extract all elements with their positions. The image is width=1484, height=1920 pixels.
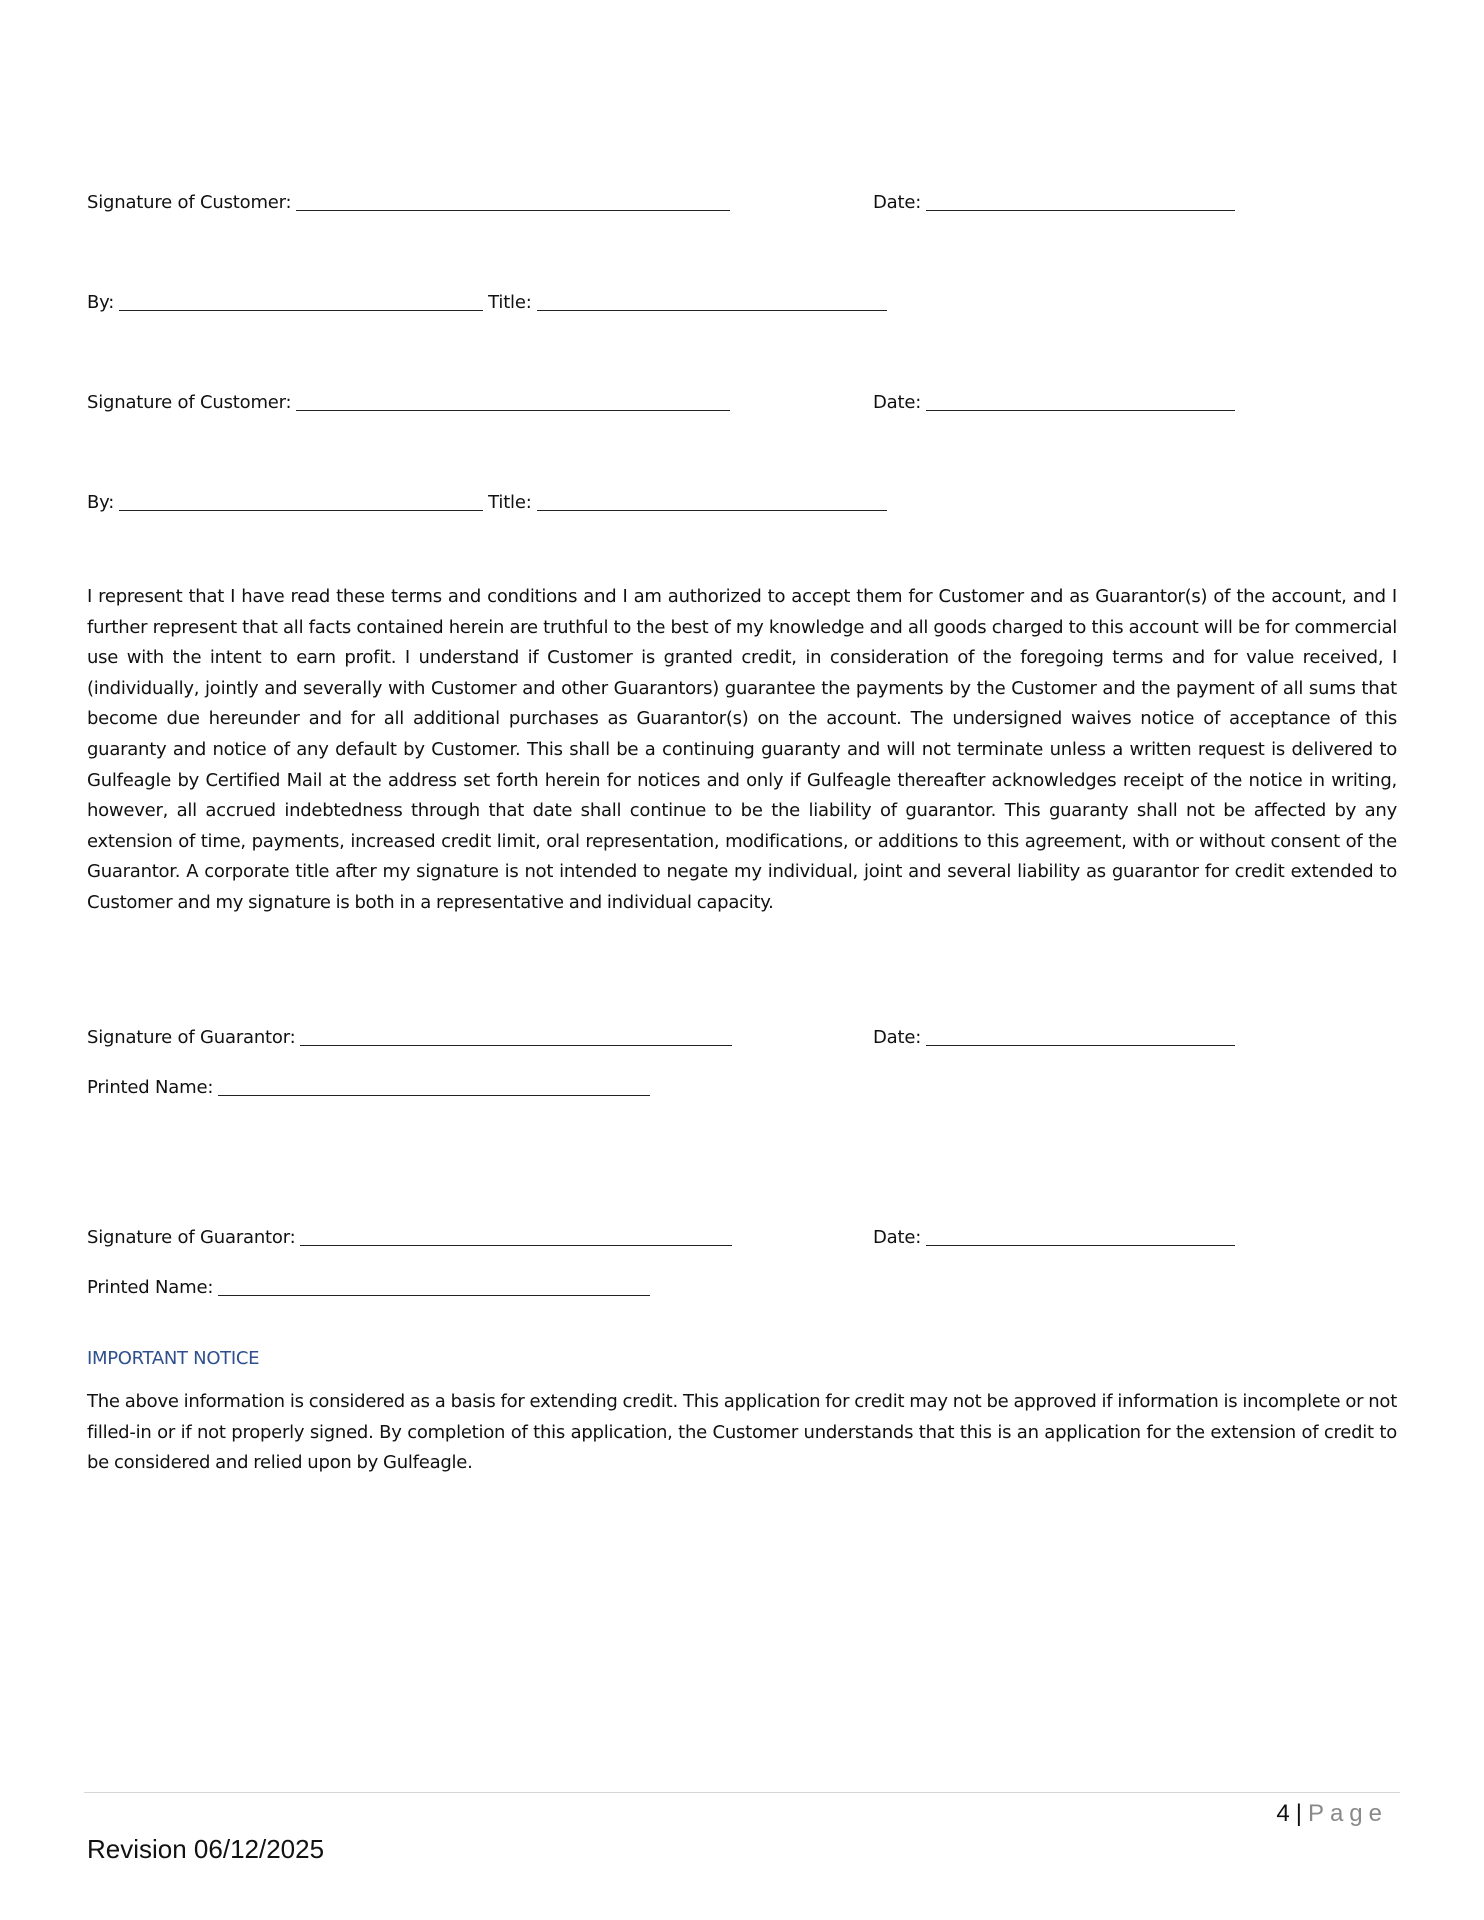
customer-date-label: Date: <box>873 392 922 413</box>
guarantor-date-label: Date: <box>873 1227 922 1248</box>
customer-date-row-2 <box>873 388 1235 414</box>
guarantor-date-field[interactable] <box>926 1029 1235 1046</box>
important-notice-heading: IMPORTANT NOTICE <box>87 1348 260 1369</box>
title-label: Title: <box>488 292 532 313</box>
guarantor-date-row-1 <box>873 1023 1235 1049</box>
guarantor-signature-label: Signature of Guarantor: <box>87 1227 296 1248</box>
title-label: Title: <box>488 492 532 513</box>
by-label: By: <box>87 292 115 313</box>
page-number-separator: | <box>1295 1800 1302 1827</box>
guarantor-signature-label: Signature of Guarantor: <box>87 1027 296 1048</box>
customer-date-label: Date: <box>873 192 922 213</box>
by-label: By: <box>87 492 115 513</box>
guarantor-printed-name-row-1 <box>87 1073 650 1099</box>
customer-signature-row-1 <box>87 188 730 214</box>
guaranty-paragraph: I represent that I have read these terms and conditions and I am authorized to accept them for Customer and as Guarantor(s) of the account, and I further represent that all facts contained herein are truthful to the best of my knowledge and all goods charged to this account will be for commercial use with the intent to earn profit. I understand if Customer is granted credit, in consideration of the foregoing terms and for value received, I (individually, jointly and severally with Customer and other Guarantors) guarantee the payments by the Customer and the payment of all sums that become due hereunder and for all additional purchases as Guarantor(s) on the account. The undersigned waives notice of acceptance of this guaranty and notice of any default by Customer. This shall be a continuing guaranty and will not terminate unless a written request is delivered to Gulfeagle by Certified Mail at the address set forth herein for notices and only if Gulfeagle thereafter acknowledges receipt of the notice in writing, however, all accrued indebtedness through that date shall continue to be the liability of guarantor. This guaranty shall not be affected by any extension of time, payments, increased credit limit, oral representation, modifications, or additions to this agreement, with or without consent of the Guarantor. A corporate title after my signature is not intended to negate my individual, joint and several liability as guarantor for credit extended to Customer and my signature is both in a representative and individual capacity. <box>87 586 1397 913</box>
page-number <box>1276 1798 1388 1830</box>
guarantor-printed-name-row-2 <box>87 1273 650 1299</box>
customer-signature-field[interactable] <box>296 394 730 411</box>
guarantor-date-field[interactable] <box>926 1229 1235 1246</box>
by-field[interactable] <box>119 494 483 511</box>
customer-signature-row-2 <box>87 388 730 414</box>
guarantor-date-label: Date: <box>873 1027 922 1048</box>
title-field[interactable] <box>537 494 887 511</box>
guarantor-signature-row-2 <box>87 1223 732 1249</box>
customer-signature-label: Signature of Customer: <box>87 392 292 413</box>
guarantor-signature-row-1 <box>87 1023 732 1049</box>
customer-by-row-2 <box>87 488 887 514</box>
guarantor-signature-field[interactable] <box>300 1229 732 1246</box>
guarantor-signature-field[interactable] <box>300 1029 732 1046</box>
title-field[interactable] <box>537 294 887 311</box>
printed-name-field[interactable] <box>218 1079 650 1096</box>
customer-signature-field[interactable] <box>296 194 730 211</box>
customer-date-row-1 <box>873 188 1235 214</box>
guarantor-date-row-2 <box>873 1223 1235 1249</box>
footer-divider <box>84 1792 1400 1793</box>
printed-name-field[interactable] <box>218 1279 650 1296</box>
printed-name-label: Printed Name: <box>87 1277 214 1298</box>
page-word: Page <box>1307 1800 1388 1827</box>
customer-date-field[interactable] <box>926 194 1235 211</box>
customer-signature-label: Signature of Customer: <box>87 192 292 213</box>
page-number-value: 4 <box>1276 1800 1290 1827</box>
revision-date: Revision 06/12/2025 <box>87 1834 325 1864</box>
by-field[interactable] <box>119 294 483 311</box>
customer-by-row-1 <box>87 288 887 314</box>
customer-date-field[interactable] <box>926 394 1235 411</box>
important-notice-body: The above information is considered as a basis for extending credit. This application for credit may not be approved if information is incomplete or not filled-in or if not properly signed. By completion of this application, the Customer understands that this is an application for the extension of credit to be considered and relied upon by Gulfeagle. <box>87 1391 1397 1474</box>
printed-name-label: Printed Name: <box>87 1077 214 1098</box>
